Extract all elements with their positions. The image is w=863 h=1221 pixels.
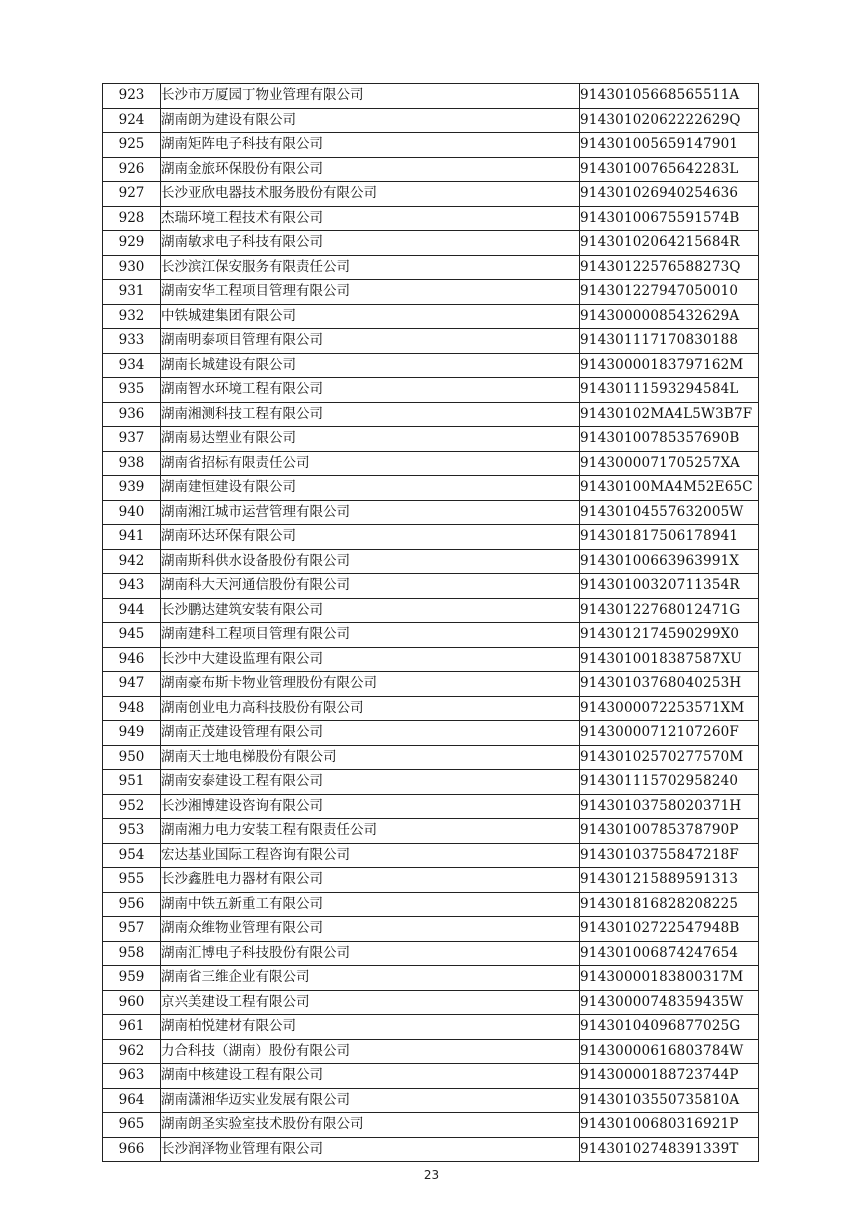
credit-code-cell: 91430103768040253H (580, 672, 759, 697)
row-number-cell: 962 (103, 1039, 161, 1064)
credit-code-cell: 91430100663963991X (580, 549, 759, 574)
row-number-cell: 957 (103, 917, 161, 942)
table-row (103, 402, 759, 427)
row-number-cell: 937 (103, 427, 161, 452)
company-name-cell: 湖南建科工程项目管理有限公司 (161, 623, 580, 648)
credit-code-cell: 914301006874247654 (580, 941, 759, 966)
credit-code-cell: 91430100765642283L (580, 157, 759, 182)
row-number-cell: 941 (103, 525, 161, 550)
credit-code-cell: 914301227947050010 (580, 280, 759, 305)
company-name-cell: 湖南湘测科技工程有限公司 (161, 402, 580, 427)
credit-code-cell: 914301215889591313 (580, 868, 759, 893)
credit-code-cell: 91430000748359435W (580, 990, 759, 1015)
table-row (103, 966, 759, 991)
credit-code-cell: 9143010018387587XU (580, 647, 759, 672)
row-number-cell: 934 (103, 353, 161, 378)
credit-code-cell: 914301117170830188 (580, 329, 759, 354)
company-name-cell: 力合科技（湖南）股份有限公司 (161, 1039, 580, 1064)
row-number-cell: 952 (103, 794, 161, 819)
row-number-cell: 955 (103, 868, 161, 893)
row-number-cell: 944 (103, 598, 161, 623)
credit-code-cell: 91430000085432629A (580, 304, 759, 329)
company-name-cell: 湖南朗为建设有限公司 (161, 108, 580, 133)
company-name-cell: 湖南斯科供水设备股份有限公司 (161, 549, 580, 574)
table-row (103, 819, 759, 844)
table-row (103, 525, 759, 550)
company-name-cell: 湖南众维物业管理有限公司 (161, 917, 580, 942)
company-name-cell: 湖南潇湘华迈实业发展有限公司 (161, 1088, 580, 1113)
row-number-cell: 940 (103, 500, 161, 525)
company-name-cell: 湖南天士地电梯股份有限公司 (161, 745, 580, 770)
table-row (103, 353, 759, 378)
row-number-cell: 923 (103, 84, 161, 109)
credit-code-cell: 914301026940254636 (580, 182, 759, 207)
company-name-cell: 京兴美建设工程有限公司 (161, 990, 580, 1015)
company-name-cell: 湖南建恒建设有限公司 (161, 476, 580, 501)
table-row (103, 1039, 759, 1064)
row-number-cell: 966 (103, 1137, 161, 1162)
row-number-cell: 963 (103, 1064, 161, 1089)
row-number-cell: 928 (103, 206, 161, 231)
table-row (103, 1015, 759, 1040)
credit-code-cell: 91430122768012471G (580, 598, 759, 623)
company-name-cell: 湖南汇博电子科技股份有限公司 (161, 941, 580, 966)
table-row (103, 133, 759, 158)
table-row (103, 917, 759, 942)
company-name-cell: 湖南安华工程项目管理有限公司 (161, 280, 580, 305)
row-number-cell: 961 (103, 1015, 161, 1040)
table-row (103, 1064, 759, 1089)
company-name-cell: 湖南敏求电子科技有限公司 (161, 231, 580, 256)
credit-code-cell: 91430111593294584L (580, 378, 759, 403)
table-row (103, 892, 759, 917)
company-name-cell: 湖南创业电力高科技股份有限公司 (161, 696, 580, 721)
row-number-cell: 956 (103, 892, 161, 917)
table-row (103, 647, 759, 672)
table-row (103, 843, 759, 868)
table-row (103, 868, 759, 893)
row-number-cell: 950 (103, 745, 161, 770)
row-number-cell: 931 (103, 280, 161, 305)
table-row (103, 1113, 759, 1138)
credit-code-cell: 91430100680316921P (580, 1113, 759, 1138)
company-name-cell: 湖南智水环境工程有限公司 (161, 378, 580, 403)
table-row (103, 1088, 759, 1113)
table-row (103, 696, 759, 721)
credit-code-cell: 91430103758020371H (580, 794, 759, 819)
credit-code-cell: 91430105668565511A (580, 84, 759, 109)
company-name-cell: 湖南科大天河通信股份有限公司 (161, 574, 580, 599)
company-name-cell: 长沙润泽物业管理有限公司 (161, 1137, 580, 1162)
row-number-cell: 948 (103, 696, 161, 721)
row-number-cell: 936 (103, 402, 161, 427)
row-number-cell: 949 (103, 721, 161, 746)
table-row (103, 672, 759, 697)
row-number-cell: 927 (103, 182, 161, 207)
company-name-cell: 湖南明泰项目管理有限公司 (161, 329, 580, 354)
row-number-cell: 933 (103, 329, 161, 354)
table-row (103, 770, 759, 795)
company-name-cell: 湖南中铁五新重工有限公司 (161, 892, 580, 917)
table-row (103, 721, 759, 746)
table-row (103, 1137, 759, 1162)
row-number-cell: 926 (103, 157, 161, 182)
table-row (103, 84, 759, 109)
table-row (103, 108, 759, 133)
credit-code-cell: 91430102MA4L5W3B7F (580, 402, 759, 427)
table-row (103, 304, 759, 329)
row-number-cell: 965 (103, 1113, 161, 1138)
company-name-cell: 湖南矩阵电子科技有限公司 (161, 133, 580, 158)
table-row (103, 427, 759, 452)
company-name-cell: 杰瑞环境工程技术有限公司 (161, 206, 580, 231)
table-row (103, 990, 759, 1015)
credit-code-cell: 91430000722535​71XM (580, 696, 759, 721)
table-row (103, 500, 759, 525)
table-row (103, 231, 759, 256)
company-name-cell: 长沙市万厦园丁物业管理有限公司 (161, 84, 580, 109)
row-number-cell: 964 (103, 1088, 161, 1113)
credit-code-cell: 91430000188723744P (580, 1064, 759, 1089)
table-row (103, 280, 759, 305)
company-name-cell: 湖南正茂建设管理有限公司 (161, 721, 580, 746)
company-name-cell: 湖南柏悦建材有限公司 (161, 1015, 580, 1040)
company-name-cell: 长沙鑫胜电力器材有限公司 (161, 868, 580, 893)
credit-code-cell: 91430100675591574B (580, 206, 759, 231)
row-number-cell: 938 (103, 451, 161, 476)
credit-code-cell: 91430102062222629Q (580, 108, 759, 133)
row-number-cell: 958 (103, 941, 161, 966)
table-row (103, 157, 759, 182)
credit-code-cell: 91430102722547948B (580, 917, 759, 942)
table-row (103, 598, 759, 623)
credit-code-cell: 91430103550735810A (580, 1088, 759, 1113)
credit-code-cell: 91430000183800317M (580, 966, 759, 991)
table-row (103, 794, 759, 819)
credit-code-cell: 91430000616803784W (580, 1039, 759, 1064)
company-name-cell: 长沙湘博建设咨询有限公司 (161, 794, 580, 819)
table-row (103, 941, 759, 966)
company-name-cell: 湖南金旅环保股份有限公司 (161, 157, 580, 182)
page-number: 23 (423, 1168, 440, 1182)
company-name-cell: 湖南朗圣实验室技术股份有限公司 (161, 1113, 580, 1138)
table-row (103, 182, 759, 207)
row-number-cell: 959 (103, 966, 161, 991)
table-row (103, 549, 759, 574)
table-row (103, 451, 759, 476)
credit-code-cell: 91430100785378790P (580, 819, 759, 844)
row-number-cell: 960 (103, 990, 161, 1015)
company-name-cell: 湖南长城建设有限公司 (161, 353, 580, 378)
credit-code-cell: 9143012174590299X0 (580, 623, 759, 648)
credit-code-cell: 91430102064215684R (580, 231, 759, 256)
credit-code-cell: 91430000183797162M (580, 353, 759, 378)
credit-code-cell: 91430102570277570M (580, 745, 759, 770)
credit-code-cell: 914301115702958240 (580, 770, 759, 795)
row-number-cell: 951 (103, 770, 161, 795)
company-name-cell: 湖南省招标有限责任公司 (161, 451, 580, 476)
credit-code-cell: 91430100MA4M52E65C (580, 476, 759, 501)
table-body (103, 84, 759, 1162)
credit-code-cell: 914301817506178941 (580, 525, 759, 550)
row-number-cell: 935 (103, 378, 161, 403)
row-number-cell: 943 (103, 574, 161, 599)
credit-code-cell: 91430103755847218F (580, 843, 759, 868)
row-number-cell: 954 (103, 843, 161, 868)
company-name-cell: 长沙鹏达建筑安装有限公司 (161, 598, 580, 623)
row-number-cell: 947 (103, 672, 161, 697)
table-row (103, 623, 759, 648)
company-name-cell: 湖南湘江城市运营管理有限公司 (161, 500, 580, 525)
company-name-cell: 湖南环达环保有限公司 (161, 525, 580, 550)
credit-code-cell: 91430100320711354R (580, 574, 759, 599)
company-name-cell: 中铁城建集团有限公司 (161, 304, 580, 329)
row-number-cell: 945 (103, 623, 161, 648)
row-number-cell: 942 (103, 549, 161, 574)
row-number-cell: 925 (103, 133, 161, 158)
row-number-cell: 929 (103, 231, 161, 256)
credit-code-cell: 914301005659147901 (580, 133, 759, 158)
credit-code-cell: 91430102748391339T (580, 1137, 759, 1162)
company-name-cell: 湖南易达塑业有限公司 (161, 427, 580, 452)
credit-code-cell: 91430122576588273Q (580, 255, 759, 280)
row-number-cell: 932 (103, 304, 161, 329)
table-row (103, 574, 759, 599)
table-row (103, 329, 759, 354)
row-number-cell: 953 (103, 819, 161, 844)
company-name-cell: 湖南安泰建设工程有限公司 (161, 770, 580, 795)
credit-code-cell: 914301816828208225 (580, 892, 759, 917)
credit-code-cell: 91430100785357690B (580, 427, 759, 452)
company-name-cell: 湖南中核建设工程有限公司 (161, 1064, 580, 1089)
row-number-cell: 924 (103, 108, 161, 133)
credit-code-cell: 91430000712107260F (580, 721, 759, 746)
credit-code-cell: 91430104557632005W (580, 500, 759, 525)
company-name-cell: 长沙滨江保安服务有限责任公司 (161, 255, 580, 280)
table-row (103, 206, 759, 231)
company-name-cell: 湖南湘力电力安装工程有限责任公司 (161, 819, 580, 844)
company-name-cell: 长沙中大建设监理有限公司 (161, 647, 580, 672)
company-name-cell: 湖南省三维企业有限公司 (161, 966, 580, 991)
company-name-cell: 宏达基业国际工程咨询有限公司 (161, 843, 580, 868)
company-name-cell: 长沙亚欣电器技术服务股份有限公司 (161, 182, 580, 207)
company-name-cell: 湖南豪布斯卡物业管理股份有限公司 (161, 672, 580, 697)
row-number-cell: 930 (103, 255, 161, 280)
table-row (103, 378, 759, 403)
row-number-cell: 946 (103, 647, 161, 672)
credit-code-cell: 9143000071705257XA (580, 451, 759, 476)
table-row (103, 255, 759, 280)
table-row (103, 476, 759, 501)
credit-code-cell: 91430104096877025G (580, 1015, 759, 1040)
company-register-table (102, 83, 759, 1162)
row-number-cell: 939 (103, 476, 161, 501)
table-row (103, 745, 759, 770)
